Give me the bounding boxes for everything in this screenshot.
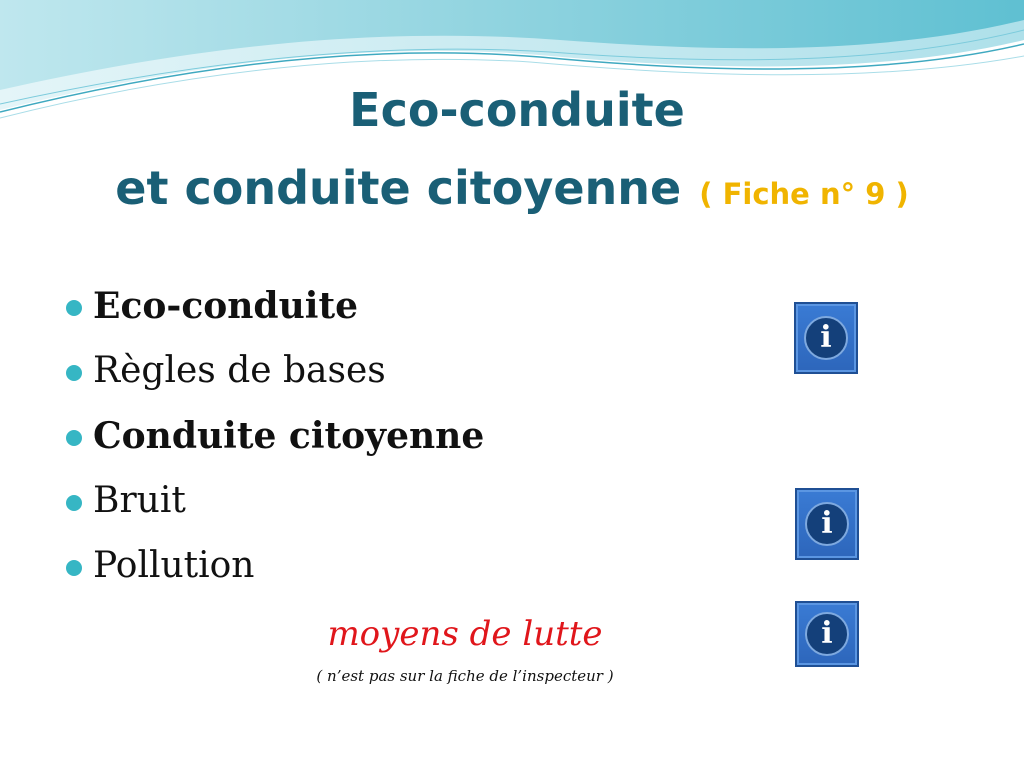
- bullet-label: Règles de bases: [93, 350, 386, 391]
- info-icon: i: [804, 316, 848, 360]
- bullet-label: Bruit: [93, 480, 186, 521]
- slide-title-line2: [0, 158, 1024, 224]
- bullet-label: Conduite citoyenne: [93, 415, 485, 457]
- inspector-note: ( n’est pas sur la fiche de l’inspecteur ): [316, 667, 614, 685]
- slide-title-line2-text: et conduite citoyenne: [115, 161, 682, 215]
- bullet-item-bruit: [66, 473, 484, 538]
- bullet-dot-icon: [66, 560, 82, 576]
- info-icon: i: [805, 502, 849, 546]
- info-button-bruit[interactable]: [795, 488, 859, 560]
- bullet-item-pollution: [66, 538, 484, 603]
- bullet-list: [66, 278, 484, 603]
- bullet-label: Pollution: [93, 545, 255, 586]
- bullet-label: Eco-conduite: [93, 285, 358, 327]
- bullet-dot-icon: [66, 300, 82, 316]
- slide-title-line1: Eco-conduite: [349, 83, 685, 137]
- info-button-eco-conduite[interactable]: [794, 302, 858, 374]
- bullet-item-eco-conduite: [66, 278, 484, 343]
- moyens-de-lutte-text: moyens de lutte: [327, 614, 603, 654]
- info-button-moyens-de-lutte[interactable]: [795, 601, 859, 667]
- bullet-dot-icon: [66, 365, 82, 381]
- bullet-dot-icon: [66, 495, 82, 511]
- bullet-dot-icon: [66, 430, 82, 446]
- fiche-badge: ( Fiche n° 9 ): [699, 177, 909, 211]
- bullet-item-conduite-citoyenne: [66, 408, 484, 473]
- bullet-item-regles-de-bases: [66, 343, 484, 408]
- info-icon: i: [805, 612, 849, 656]
